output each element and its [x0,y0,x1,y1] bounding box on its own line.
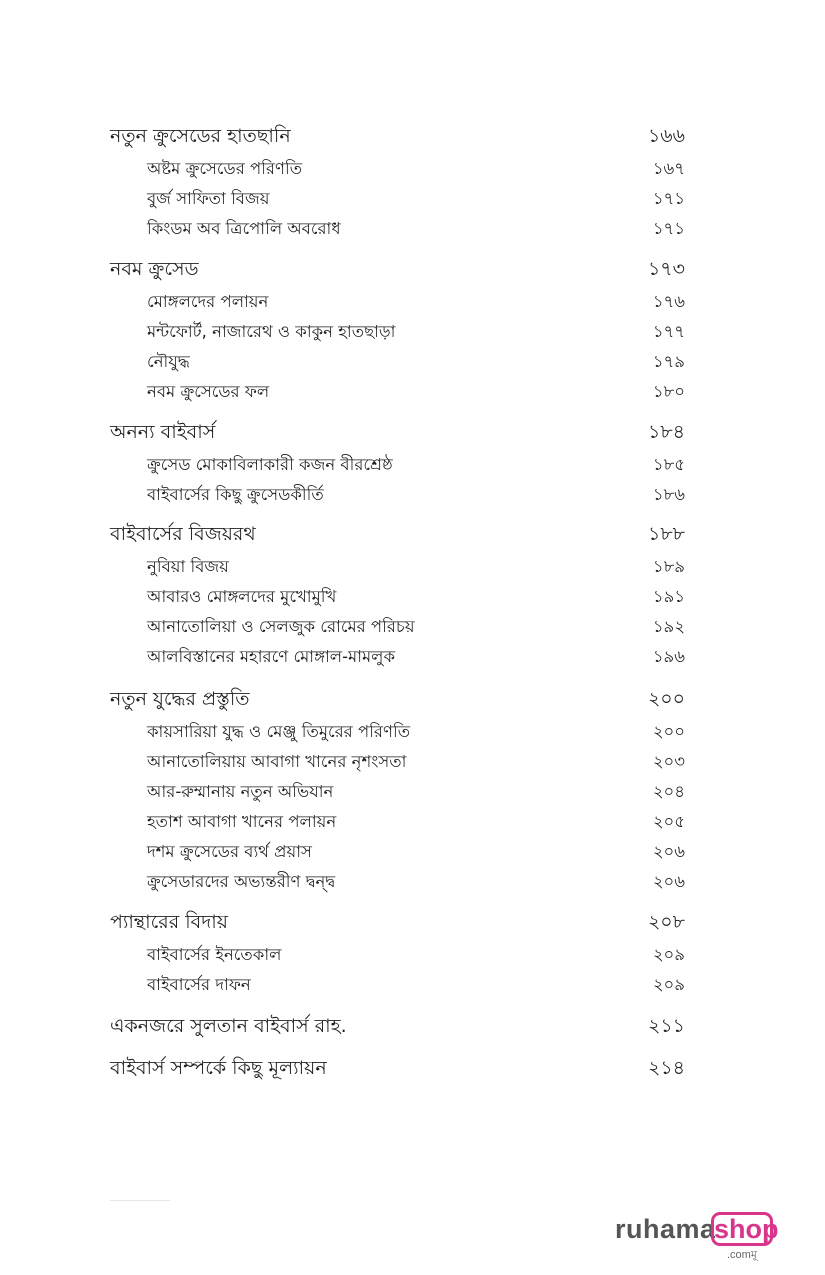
logo-wordmark: ruhama [615,1214,716,1244]
subsection-title: নুবিয়া বিজয় [147,557,229,576]
subsection-title: বাইবার্সের কিছু ক্রুসেডকীর্তি [147,485,324,504]
chapter-row [0,1008,825,1044]
subsection-page-number: ২০৫ [652,812,685,831]
subsection-page-number: ২০৬ [652,872,685,891]
subsection-title: দশম ক্রুসেডের ব্যর্থ প্রয়াস [147,842,312,861]
subsection-row [0,642,825,672]
subsection-title: কায়সারিয়া যুদ্ধ ও মেঞ্জু তিমুরের পরিণতি [147,722,411,741]
subsection-row [0,612,825,642]
chapter-row [0,251,825,287]
subsection-row [0,807,825,837]
subsection-title: আনাতোলিয়ায় আবাগা খানের নৃশংসতা [147,752,407,771]
ruhama-shop-logo [615,1212,780,1262]
subsection-title: অষ্টম ক্রুসেডের পরিণতি [147,159,303,178]
subsection-title: হতাশ আবাগা খানের পলায়ন [147,812,337,831]
chapter-title: অনন্য বাইবার্স [110,421,216,443]
chapter-row [0,414,825,450]
subsection-row [0,940,825,970]
subsection-row [0,450,825,480]
toc-section [0,251,825,407]
chapter-row [0,904,825,940]
chapter-title: বাইবার্স সম্পর্কে কিছু মূল্যায়ন [110,1057,327,1079]
subsection-page-number: ১৯৬ [652,647,685,666]
chapter-title: প্যান্থারের বিদায় [110,911,228,933]
subsection-page-number: ১৭১ [652,219,685,238]
subsection-row [0,287,825,317]
chapter-page-number: ১৮৪ [648,421,685,443]
subsection-page-number: ১৮৫ [652,455,685,474]
toc-section [0,118,825,244]
subsection-page-number: ১৮০ [652,382,685,401]
chapter-row [0,681,825,717]
subsection-row [0,377,825,407]
chapter-page-number: ২১৪ [647,1057,685,1079]
subsection-title: নবম ক্রুসেডের ফল [147,382,270,401]
chapter-page-number: ২১১ [647,1015,685,1037]
subsection-page-number: ১৮৬ [652,485,685,504]
subsection-title: বাইবার্সের ইনতেকাল [147,945,282,964]
chapter-title: নবম ক্রুসেড [110,258,199,280]
subsection-page-number: ১৮৯ [652,557,685,576]
subsection-title: আনাতোলিয়া ও সেলজুক রোমের পরিচয় [147,617,415,636]
toc-section [0,681,825,897]
toc-section [0,904,825,1000]
logo-domain-text: .comমূ [727,1249,757,1261]
subsection-row [0,154,825,184]
subsection-title: ক্রুসেডারদের অভ্যন্তরীণ দ্বন্দ্ব [147,872,336,891]
chapter-title: নতুন ক্রুসেডের হাতছানি [110,125,291,147]
subsection-title: ক্রুসেড মোকাবিলাকারী কজন বীরশ্রেষ্ঠ [147,455,393,474]
footer-divider [110,1200,170,1201]
subsection-page-number: ২০৯ [652,975,685,994]
subsection-row [0,184,825,214]
subsection-row [0,552,825,582]
chapter-row [0,118,825,154]
chapter-page-number: ১৮৮ [648,523,685,545]
chapter-page-number: ২০৮ [647,911,685,933]
subsection-page-number: ১৭৬ [652,292,685,311]
chapter-title: বাইবার্সের বিজয়রথ [110,523,256,545]
subsection-row [0,837,825,867]
subsection-page-number: ২০৩ [652,752,685,771]
subsection-title: বাইবার্সের দাফন [147,975,251,994]
subsection-page-number: ২০৬ [652,842,685,861]
subsection-title: আবারও মোঙ্গলদের মুখোমুখি [147,587,337,606]
toc-section [0,414,825,510]
chapter-title: নতুন যুদ্ধের প্রস্তুতি [110,688,250,710]
subsection-row [0,777,825,807]
subsection-title: কিংডম অব ত্রিপোলি অবরোধ [147,219,341,238]
subsection-page-number: ১৯২ [652,617,685,636]
subsection-page-number: ১৯১ [652,587,685,606]
toc-section [0,1008,825,1044]
subsection-page-number: ১৭১ [652,189,685,208]
subsection-title: আলবিস্তানের মহারণে মোঙ্গাল-মামলুক [147,647,396,666]
chapter-page-number: ২০০ [647,688,685,710]
subsection-row [0,717,825,747]
subsection-row [0,214,825,244]
subsection-row [0,747,825,777]
toc-section [0,516,825,672]
subsection-page-number: ১৭৯ [652,352,685,371]
chapter-title: একনজরে সুলতান বাইবার্স রাহ. [110,1015,347,1037]
subsection-row [0,582,825,612]
subsection-title: আর-রুম্মানায় নতুন অভিযান [147,782,334,801]
subsection-page-number: ২০০ [652,722,685,741]
subsection-page-number: ২০৯ [652,945,685,964]
subsection-title: বুর্জ সাফিতা বিজয় [147,189,270,208]
logo-shop-text: shop [714,1214,779,1244]
subsection-page-number: ১৭৭ [652,322,685,341]
subsection-title: মোঙ্গলদের পলায়ন [147,292,269,311]
chapter-row [0,1050,825,1086]
subsection-row [0,867,825,897]
chapter-page-number: ১৬৬ [647,125,685,147]
subsection-page-number: ২০৪ [652,782,685,801]
subsection-row [0,480,825,510]
subsection-page-number: ১৬৭ [652,159,685,178]
subsection-title: মন্টফোর্ট, নাজারেথ ও কাকুন হাতছাড়া [147,322,396,341]
subsection-row [0,317,825,347]
chapter-page-number: ১৭৩ [647,258,685,280]
subsection-row [0,970,825,1000]
subsection-row [0,347,825,377]
chapter-row [0,516,825,552]
subsection-title: নৌযুদ্ধ [147,352,190,371]
toc-section [0,1050,825,1086]
